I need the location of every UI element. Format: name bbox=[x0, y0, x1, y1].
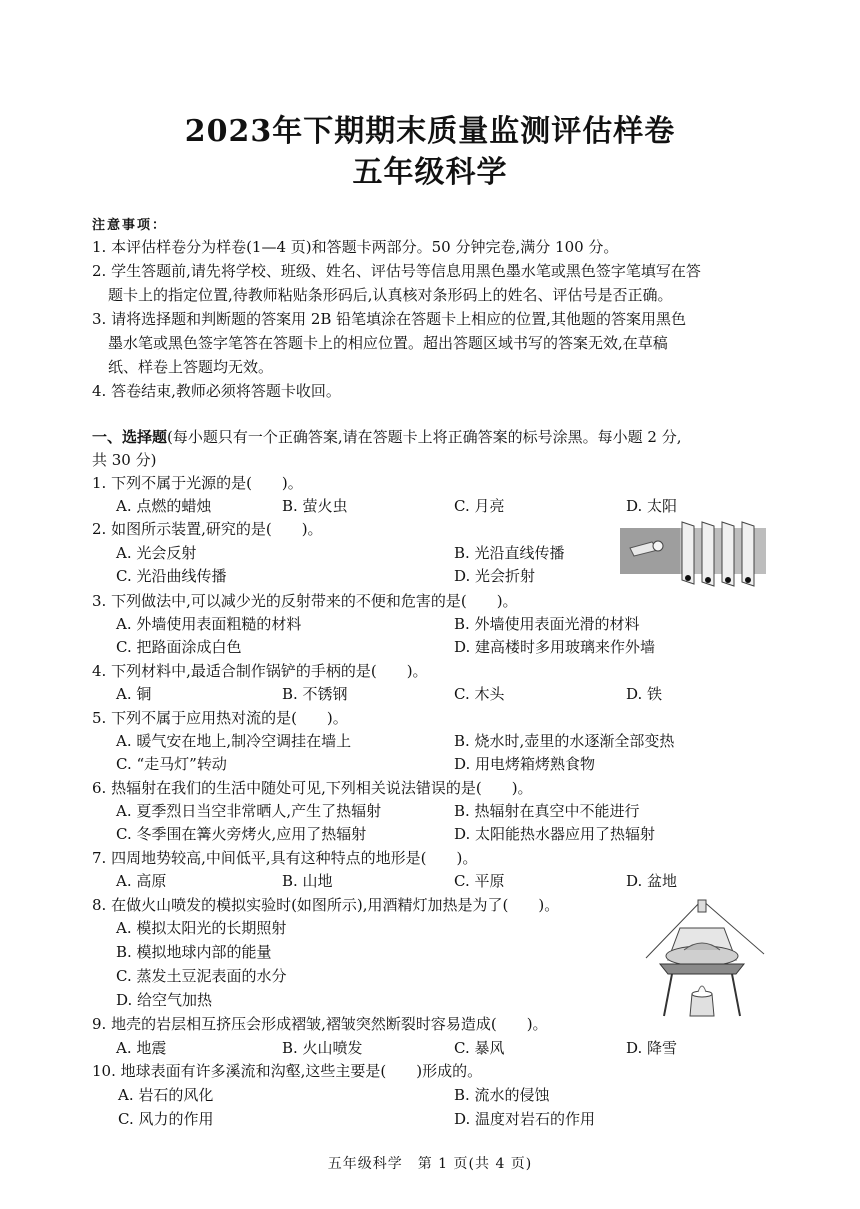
note-line: 3. 请将选择题和判断题的答案用 2B 铅笔填涂在答题卡上相应的位置,其他题的答案用黑色 bbox=[92, 310, 686, 328]
option: C. 光沿曲线传播 bbox=[116, 567, 227, 585]
option: C. 平原 bbox=[454, 872, 505, 890]
option: D. 建高楼时多用玻璃来作外墙 bbox=[454, 638, 656, 656]
note-line: 1. 本评估样卷分为样卷(1—4 页)和答题卡两部分。50 分钟完卷,满分 100 分。 bbox=[92, 238, 619, 256]
option: D. 给空气加热 bbox=[116, 991, 213, 1009]
option: A. 夏季烈日当空非常晒人,产生了热辐射 bbox=[116, 802, 382, 820]
option: D. 盆地 bbox=[626, 872, 678, 890]
option: C. 月亮 bbox=[454, 497, 505, 515]
option: C. 蒸发土豆泥表面的水分 bbox=[116, 967, 287, 985]
option: B. 外墙使用表面光滑的材料 bbox=[454, 615, 640, 633]
question-stem: 4. 下列材料中,最适合制作锅铲的手柄的是( )。 bbox=[92, 662, 428, 680]
question-stem: 8. 在做火山喷发的模拟实验时(如图所示),用酒精灯加热是为了( )。 bbox=[92, 896, 560, 914]
section-label: 一、选择题 bbox=[92, 428, 168, 446]
option: B. 烧水时,壶里的水逐渐全部变热 bbox=[454, 732, 675, 750]
volcano-experiment-figure bbox=[640, 898, 770, 1018]
option: A. 铜 bbox=[116, 685, 152, 703]
note-line: 纸、样卷上答题均无效。 bbox=[108, 358, 274, 376]
option: B. 模拟地球内部的能量 bbox=[116, 943, 272, 961]
option: D. 用电烤箱烤熟食物 bbox=[454, 755, 596, 773]
section-desc-2: 共 30 分) bbox=[92, 451, 157, 469]
note-line: 2. 学生答题前,请先将学校、班级、姓名、评估号等信息用黑色墨水笔或黑色签字笔填写在答 bbox=[92, 262, 701, 280]
option: D. 铁 bbox=[626, 685, 663, 703]
option: A. 光会反射 bbox=[116, 544, 197, 562]
option: D. 温度对岩石的作用 bbox=[454, 1110, 596, 1128]
note-line: 墨水笔或黑色签字笔答在答题卡上的相应位置。超出答题区域书写的答案无效,在草稿 bbox=[108, 334, 668, 352]
option: A. 外墙使用表面粗糙的材料 bbox=[116, 615, 302, 633]
option: C. 把路面涂成白色 bbox=[116, 638, 242, 656]
option: C. 风力的作用 bbox=[118, 1110, 214, 1128]
question-stem: 2. 如图所示装置,研究的是( )。 bbox=[92, 520, 323, 538]
option: A. 岩石的风化 bbox=[118, 1086, 214, 1104]
option: C. 冬季围在篝火旁烤火,应用了热辐射 bbox=[116, 825, 367, 843]
option: B. 流水的侵蚀 bbox=[454, 1086, 550, 1104]
option: D. 太阳能热水器应用了热辐射 bbox=[454, 825, 656, 843]
question-stem: 9. 地壳的岩层相互挤压会形成褶皱,褶皱突然断裂时容易造成( )。 bbox=[92, 1015, 548, 1033]
question-stem: 7. 四周地势较高,中间低平,具有这种特点的地形是( )。 bbox=[92, 849, 478, 867]
option: C. 暴风 bbox=[454, 1039, 505, 1057]
option: B. 不锈钢 bbox=[282, 685, 348, 703]
note-line: 4. 答卷结束,教师必须将答题卡收回。 bbox=[92, 382, 341, 400]
question-stem: 3. 下列做法中,可以减少光的反射带来的不便和危害的是( )。 bbox=[92, 592, 518, 610]
option: B. 火山喷发 bbox=[282, 1039, 363, 1057]
light-experiment-figure bbox=[620, 520, 766, 592]
question-stem: 5. 下列不属于应用热对流的是( )。 bbox=[92, 709, 348, 727]
option: A. 暖气安在地上,制冷空调挂在墙上 bbox=[116, 732, 352, 750]
option: B. 光沿直线传播 bbox=[454, 544, 565, 562]
option: B. 热辐射在真空中不能进行 bbox=[454, 802, 640, 820]
option: B. 山地 bbox=[282, 872, 333, 890]
page-footer: 五年级科学 第 1 页(共 4 页) bbox=[327, 1156, 533, 1172]
option: C. “走马灯”转动 bbox=[116, 755, 227, 773]
option: A. 高原 bbox=[116, 872, 167, 890]
question-stem: 6. 热辐射在我们的生活中随处可见,下列相关说法错误的是( )。 bbox=[92, 779, 533, 797]
option: A. 地震 bbox=[116, 1039, 167, 1057]
section-desc: (每小题只有一个正确答案,请在答题卡上将正确答案的标号涂黑。每小题 2 分, bbox=[167, 428, 682, 446]
page-title: 2023年下期期末质量监测评估样卷 bbox=[184, 114, 676, 149]
question-stem: 1. 下列不属于光源的是( )。 bbox=[92, 474, 303, 492]
note-line: 题卡上的指定位置,待教师粘贴条形码后,认真核对条形码上的姓名、评估号是否正确。 bbox=[108, 286, 673, 304]
option: A. 模拟太阳光的长期照射 bbox=[116, 919, 287, 937]
section-heading bbox=[92, 426, 772, 472]
option: A. 点燃的蜡烛 bbox=[116, 497, 212, 515]
page-subtitle: 五年级科学 bbox=[352, 155, 508, 190]
option: B. 萤火虫 bbox=[282, 497, 348, 515]
option: D. 降雪 bbox=[626, 1039, 678, 1057]
question-stem: 10. 地球表面有许多溪流和沟壑,这些主要是( )形成的。 bbox=[92, 1062, 483, 1080]
option: D. 光会折射 bbox=[454, 567, 536, 585]
option: C. 木头 bbox=[454, 685, 505, 703]
notes-heading: 注意事项： bbox=[92, 218, 168, 233]
option: D. 太阳 bbox=[626, 497, 678, 515]
